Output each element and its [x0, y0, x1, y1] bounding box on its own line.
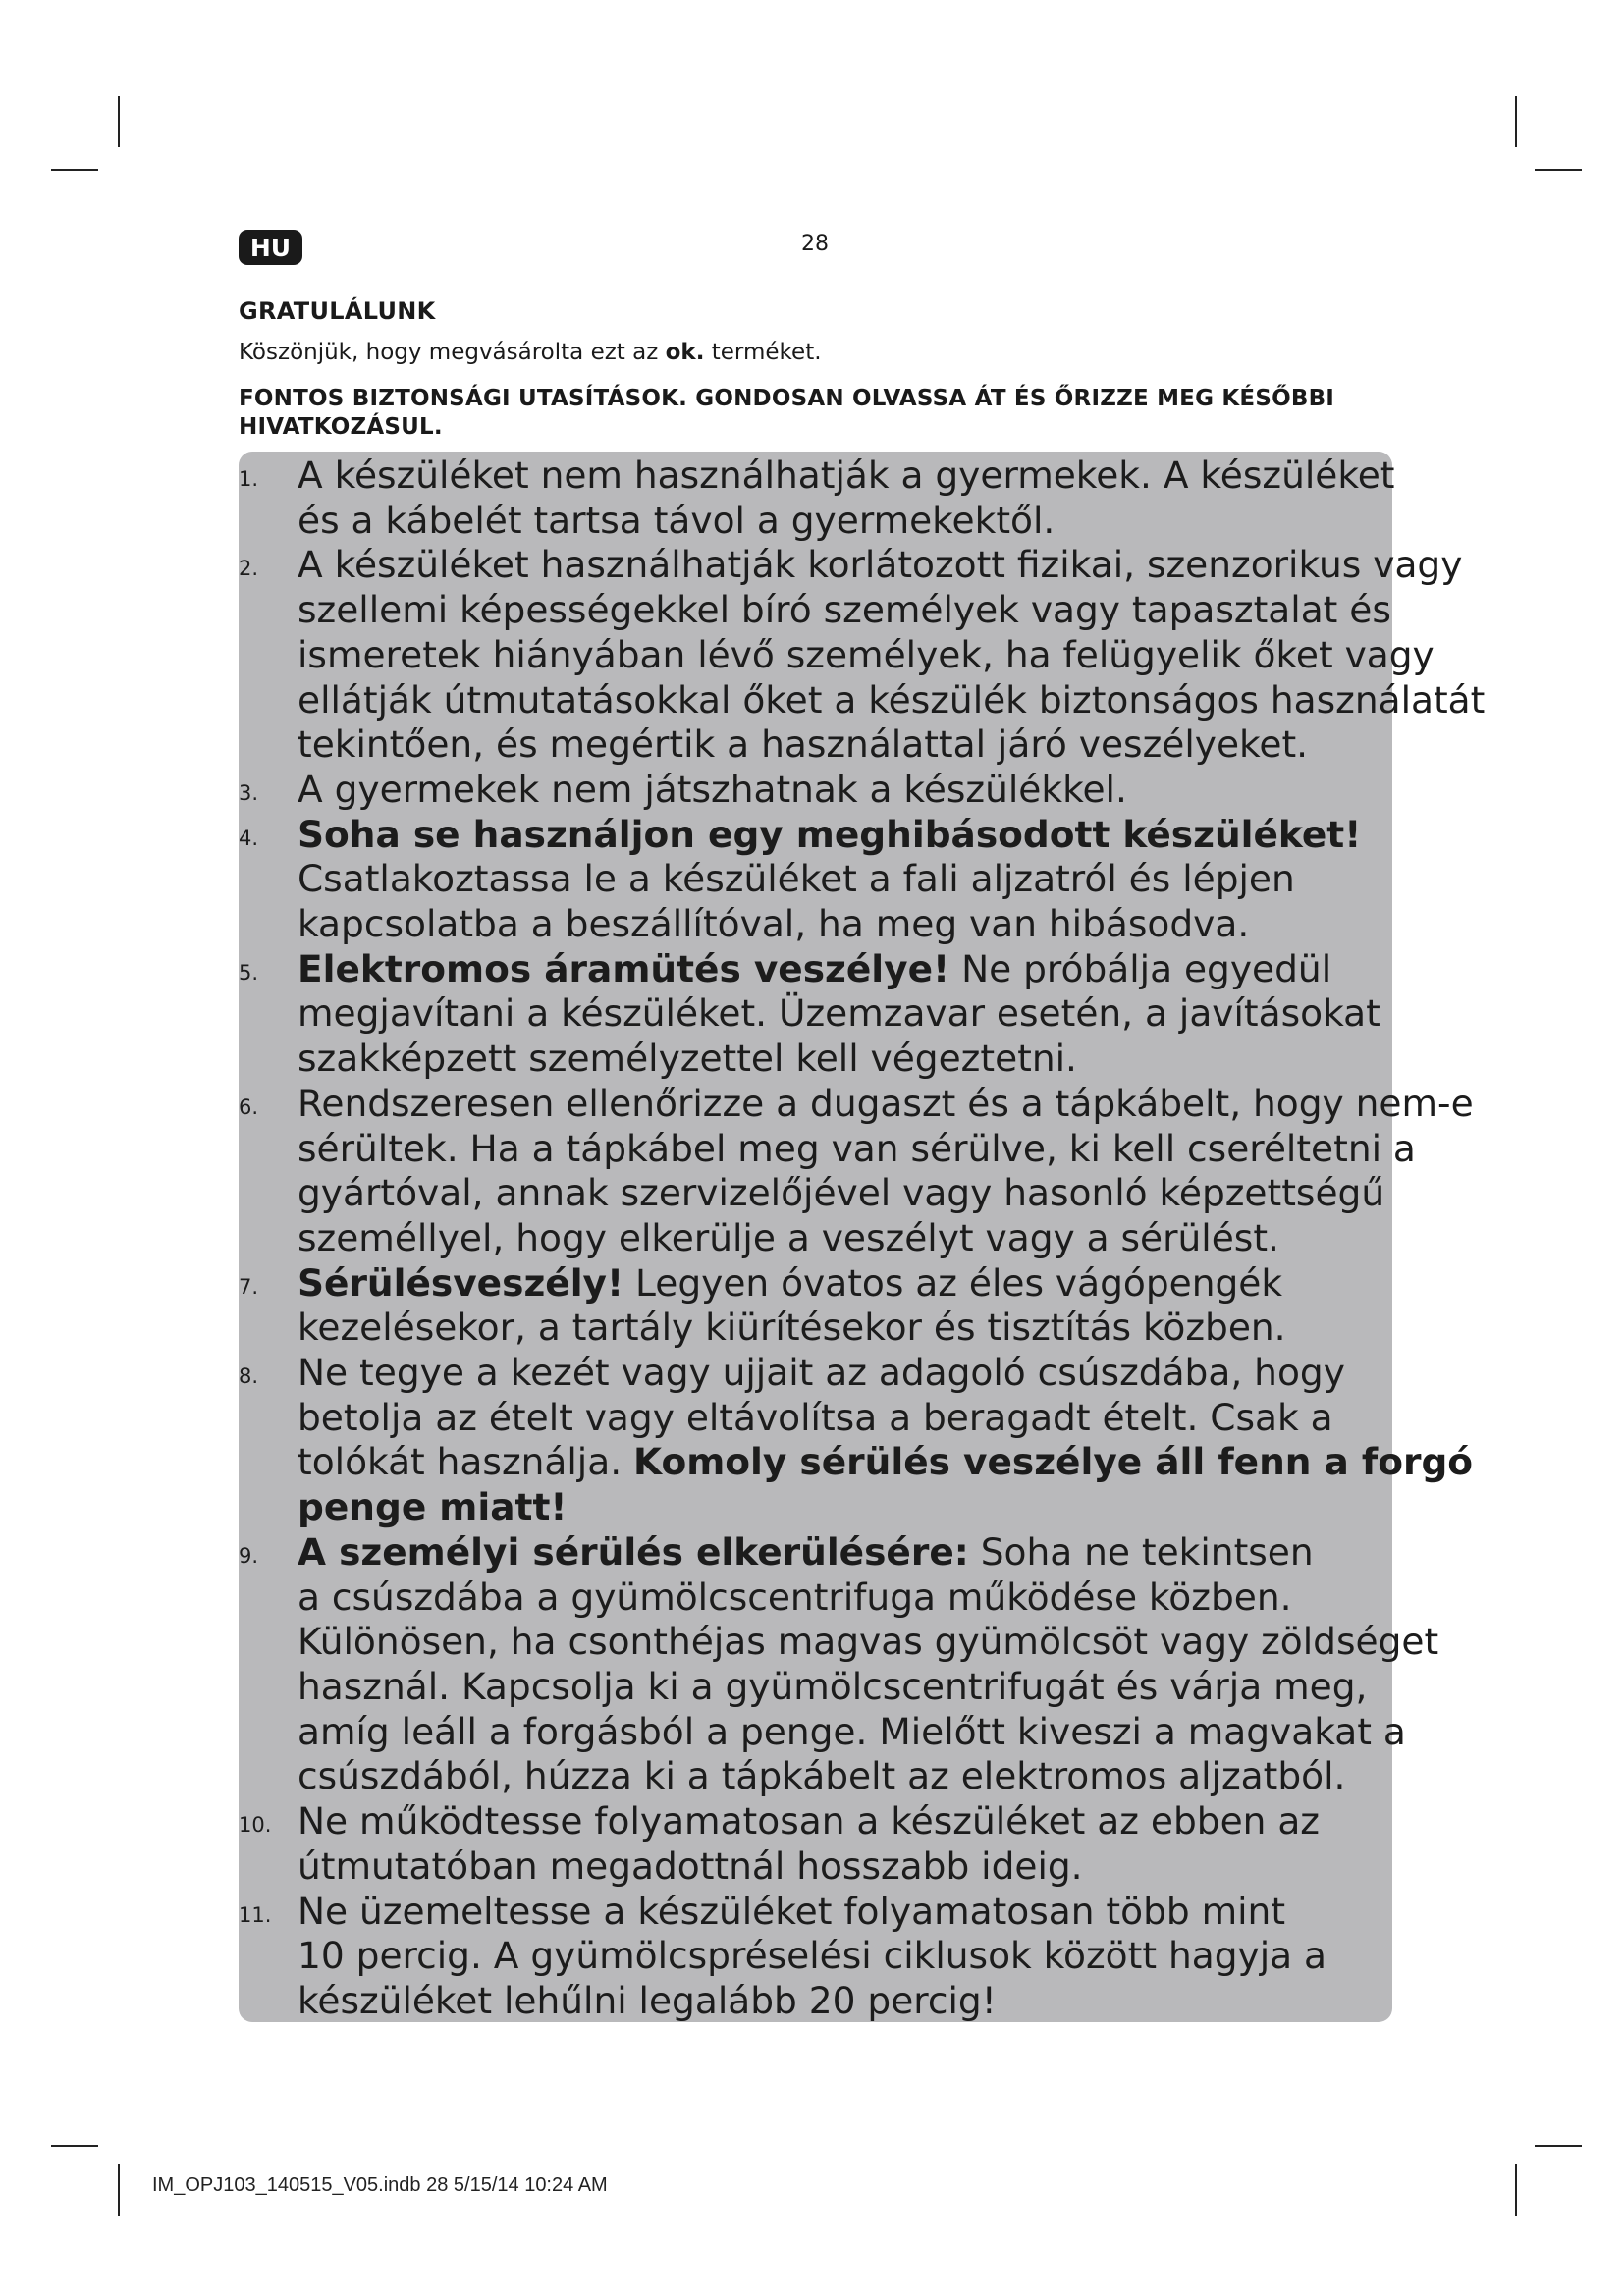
instruction-line	[239, 1934, 1417, 1979]
instruction-line	[239, 991, 1417, 1037]
instruction-item	[239, 947, 1417, 992]
instruction-line	[239, 1306, 1417, 1351]
instruction-text: betolja az ételt vagy eltávolítsa a beragadt ételt. Csak a	[298, 1395, 1333, 1439]
instruction-line	[239, 722, 1417, 768]
instruction-text: Ne működtesse folyamatosan a készüléket az ebben az	[298, 1799, 1320, 1843]
crop-mark	[118, 2164, 120, 2216]
instruction-line	[239, 1396, 1417, 1441]
instruction-bold-text: penge miatt!	[298, 1485, 568, 1529]
instruction-item	[239, 1261, 1417, 1307]
instruction-line	[239, 632, 1435, 678]
instruction-number: 11.	[239, 1902, 272, 1927]
instruction-number: 5.	[239, 960, 259, 985]
page-number: 28	[801, 232, 829, 256]
instruction-item	[239, 768, 1417, 813]
instruction-line	[239, 1037, 1417, 1082]
instruction-text: Ne próbálja egyedül	[949, 946, 1332, 990]
instruction-text: készüléket lehűlni legalább 20 percig!	[298, 1978, 997, 2022]
instruction-text: sérültek. Ha a tápkábel meg van sérülve, ki kell cseréltetni a	[298, 1126, 1416, 1170]
instruction-text: Ne tegye a kezét vagy ujjait az adagoló csúszdába, hogy	[298, 1351, 1345, 1395]
instruction-text: gyártóval, annak szervizelőjével vagy hasonló képzettségű	[298, 1171, 1385, 1215]
instruction-number: 6.	[239, 1095, 259, 1119]
instruction-line	[239, 1754, 1417, 1799]
instruction-line	[239, 1575, 1417, 1621]
crop-mark	[1515, 96, 1517, 147]
instruction-number: 8.	[239, 1364, 259, 1389]
thanks-prefix: Köszönjük, hogy megvásárolta ezt az	[239, 340, 666, 365]
safety-instructions-list	[239, 454, 1486, 2024]
instruction-line	[239, 1665, 1417, 1710]
instruction-text: A készüléket nem használhatják a gyermekek. A készüléket	[298, 454, 1395, 497]
instruction-line	[239, 1620, 1439, 1665]
instruction-text: A gyermekek nem játszhatnak a készülékkel.	[298, 767, 1127, 811]
instruction-item	[239, 543, 1463, 588]
instruction-item	[239, 1530, 1417, 1575]
instruction-text: Rendszeresen ellenőrizze a dugaszt és a tápkábelt, hogy nem-e	[298, 1081, 1474, 1125]
safety-instructions-heading: FONTOS BIZTONSÁGI UTASÍTÁSOK. GONDOSAN OLVASSA ÁT ÉS ŐRIZZE MEG KÉSŐBBI HIVATKOZÁSUL.	[239, 386, 1335, 440]
instruction-text: Legyen óvatos az éles vágópengék	[623, 1260, 1283, 1305]
instruction-text: szakképzett személyzettel kell végeztetni.	[298, 1037, 1077, 1081]
instruction-line	[239, 902, 1417, 947]
instruction-bold-text: Elektromos áramütés veszélye!	[298, 946, 950, 990]
instruction-line	[239, 1710, 1417, 1755]
instruction-text: 10 percig. A gyümölcspréselési ciklusok között hagyja a	[298, 1934, 1326, 1978]
instruction-text: használ. Kapcsolja ki a gyümölcscentrifugát és várja meg,	[298, 1664, 1368, 1708]
thanks-suffix: terméket.	[704, 340, 822, 365]
instruction-number: 7.	[239, 1274, 259, 1299]
instruction-item	[239, 1081, 1474, 1127]
print-footer: IM_OPJ103_140515_V05.indb 28 5/15/14 10:24 AM	[152, 2174, 608, 2196]
instruction-text: amíg leáll a forgásból a penge. Mielőtt kiveszi a magvakat a	[298, 1709, 1406, 1753]
instruction-bold-text: Sérülésveszély!	[298, 1260, 624, 1305]
instruction-item	[239, 1351, 1417, 1396]
crop-mark	[118, 96, 120, 147]
instruction-number: 9.	[239, 1543, 259, 1568]
instruction-line	[239, 1979, 1417, 2024]
instruction-text: személlyel, hogy elkerülje a veszélyt vagy a sérülést.	[298, 1215, 1279, 1259]
crop-mark	[51, 169, 98, 171]
instruction-item	[239, 813, 1417, 858]
instruction-line	[239, 1440, 1474, 1485]
instruction-text: ellátják útmutatásokkal őket a készülék biztonságos használatát	[298, 677, 1486, 721]
instruction-line	[239, 1216, 1417, 1261]
instruction-bold-text: Komoly sérülés veszélye áll fenn a forgó	[633, 1440, 1474, 1484]
instruction-text: tolókát használja.	[298, 1440, 634, 1484]
instruction-line	[239, 1127, 1417, 1172]
instruction-bold-text: A személyi sérülés elkerülésére:	[298, 1529, 969, 1574]
instruction-line	[239, 1485, 1417, 1530]
instruction-text: tekintően, és megértik a használattal járó veszélyeket.	[298, 722, 1309, 767]
instruction-line	[239, 1171, 1417, 1216]
instruction-text: kapcsolatba a beszállítóval, ha meg van hibásodva.	[298, 902, 1250, 946]
instruction-number: 4.	[239, 826, 259, 850]
instruction-line	[239, 857, 1417, 902]
crop-mark	[1515, 2164, 1517, 2216]
instruction-number: 1.	[239, 467, 259, 491]
instruction-text: Ne üzemeltesse a készüléket folyamatosan több mint	[298, 1889, 1286, 1933]
instruction-line	[239, 1844, 1417, 1890]
language-badge: HU	[239, 230, 302, 265]
instruction-text: útmutatóban megadottnál hosszabb ideig.	[298, 1843, 1083, 1888]
instruction-item	[239, 454, 1417, 499]
instruction-item	[239, 1890, 1417, 1935]
crop-mark	[1535, 2145, 1582, 2147]
instruction-text: Soha ne tekintsen	[968, 1529, 1314, 1574]
crop-mark	[51, 2145, 98, 2147]
instruction-line	[239, 588, 1417, 633]
instruction-bold-text: Soha se használjon egy meghibásodott készüléket!	[298, 812, 1362, 856]
instruction-line	[239, 677, 1486, 723]
instruction-text: a csúszdába a gyümölcscentrifuga működése közben.	[298, 1575, 1292, 1619]
instruction-text: ismeretek hiányában lévő személyek, ha felügyelik őket vagy	[298, 632, 1435, 676]
brand-name: ok.	[665, 340, 705, 365]
instruction-text: Különösen, ha csonthéjas magvas gyümölcsöt vagy zöldséget	[298, 1620, 1439, 1664]
crop-mark	[1535, 169, 1582, 171]
instruction-number: 3.	[239, 780, 259, 805]
instruction-text: megjavítani a készüléket. Üzemzavar esetén, a javításokat	[298, 991, 1380, 1036]
instruction-number: 2.	[239, 557, 259, 581]
instruction-text: kezelésekor, a tartály kiürítésekor és tisztítás közben.	[298, 1306, 1286, 1350]
instruction-text: szellemi képességekkel bíró személyek vagy tapasztalat és	[298, 588, 1391, 632]
instruction-number: 10.	[239, 1813, 272, 1838]
instruction-text: Csatlakoztassa le a készüléket a fali aljzatról és lépjen	[298, 857, 1295, 901]
instruction-text: A készüléket használhatják korlátozott fizikai, szenzorikus vagy	[298, 543, 1463, 587]
instruction-text: és a kábelét tartsa távol a gyermekektől.	[298, 498, 1056, 542]
instruction-line	[239, 499, 1417, 544]
congratulations-heading: GRATULÁLUNK	[239, 297, 436, 325]
instruction-text: csúszdából, húzza ki a tápkábelt az elektromos aljzatból.	[298, 1754, 1346, 1798]
instruction-item	[239, 1799, 1417, 1844]
thank-you-text	[239, 340, 822, 365]
